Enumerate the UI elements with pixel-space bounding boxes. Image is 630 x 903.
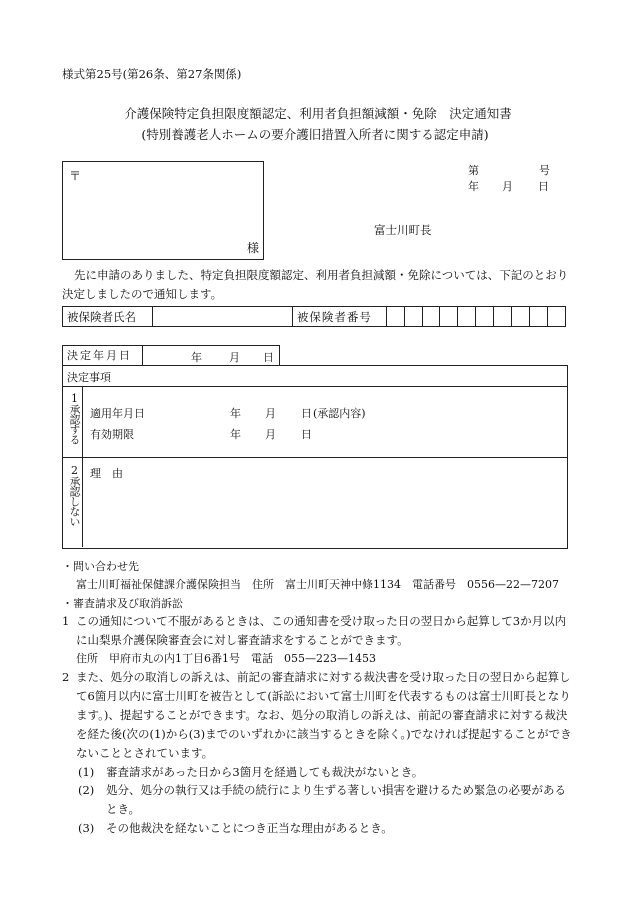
sub-item-2-number: (2)	[78, 783, 95, 797]
valid-year-label: 年	[230, 428, 241, 441]
appeal-item-2	[62, 668, 574, 763]
valid-day-label: 日	[301, 428, 312, 441]
issue-number	[468, 162, 550, 178]
contact-details	[76, 576, 559, 592]
insured-number-label: 被保険者番号	[292, 307, 386, 327]
form-number: 様式第25号(第26条、第27条関係)	[62, 67, 242, 81]
apply-year-label: 年	[230, 407, 241, 420]
appeal-heading: ・審査請求及び取消訴訟	[62, 597, 183, 610]
decision-day-label: 日	[263, 351, 274, 364]
apply-day-label: 日	[301, 407, 312, 420]
appeal-address-label: 住所	[76, 652, 98, 665]
approval-content-label: (承認内容)	[313, 407, 366, 420]
contact-address-label: 住所	[252, 578, 274, 591]
sub-item-3-text: その他裁決を経ないことにつき正当な理由があるとき。	[106, 821, 393, 835]
appeal-item-2-number: 2	[62, 670, 70, 684]
appeal-item-2-text: また、処分の取消しの訴えは、前記の審査請求に対する裁決書を受け取った日の翌日から起算して6箇月以内に富士川町を被告として(訴訟において富士川町を代表するものは富士川町長となります。)、提起することができます。なお、処分の取消しの訴えは、前記の審査請求に対する裁決を経た後(次の(1)から(3)までのいずれかに該当するときを除く。)でなければ提起することができないこととされています。	[76, 670, 572, 760]
apply-month-label: 月	[265, 407, 276, 420]
contact-office: 富士川町福祉保健課介護保険担当	[76, 578, 241, 591]
contact-address: 富士川町天神中條1134	[285, 578, 401, 591]
issue-number-suffix: 号	[539, 164, 550, 177]
decision-date-label: 決定年月日	[63, 346, 143, 365]
apply-date-label: 適用年月日	[90, 407, 145, 420]
reject-label: 2承認しない	[68, 464, 81, 526]
decision-year-label: 年	[191, 351, 202, 364]
issue-number-prefix: 第	[468, 164, 479, 177]
issuer-name: 富士川町長	[374, 223, 432, 237]
appeal-item-1	[62, 612, 574, 650]
decision-date-row	[62, 345, 280, 365]
decision-box	[62, 365, 568, 549]
postal-mark: 〒	[69, 169, 82, 183]
insured-number-digit[interactable]	[404, 307, 422, 327]
issue-month-label: 月	[502, 180, 513, 193]
appeal-sub-item-2	[78, 781, 572, 819]
decision-month-label: 月	[229, 351, 240, 364]
document-subtitle: (特別養護老人ホームの要介護旧措置入所者に関する認定申請)	[141, 127, 489, 142]
valid-month-label: 月	[265, 428, 276, 441]
sub-item-1-number: (1)	[78, 765, 95, 779]
appeal-item-1-number: 1	[62, 614, 70, 628]
appeal-address: 甲府市丸の内1丁目6番1号	[109, 652, 240, 665]
insured-number-digit[interactable]	[530, 307, 548, 327]
appeal-sub-item-3	[78, 819, 572, 838]
sub-item-2-text: 処分、処分の執行又は手続の続行により生ずる著しい損害を避けるため緊急の必要があるとき。	[106, 783, 566, 816]
insured-number-digit[interactable]	[476, 307, 494, 327]
appeal-sub-item-1	[78, 763, 572, 782]
insured-number-digit[interactable]	[386, 307, 404, 327]
intro-text: 先に申請のありました、特定負担限度額認定、利用者負担減額・免除については、下記のとおり決定しましたので通知します。	[62, 268, 569, 301]
insured-number-digit[interactable]	[422, 307, 440, 327]
approve-label: 1承認する	[68, 392, 81, 444]
contact-phone-label: 電話番号	[412, 578, 456, 591]
issue-year-label: 年	[468, 180, 479, 193]
appeal-phone: 055—223—1453	[284, 652, 376, 665]
sub-item-1-text: 審査請求があった日から3箇月を経過しても裁決がないとき。	[106, 765, 424, 779]
insured-name-label: 被保険者氏名	[63, 307, 153, 327]
insured-number-digit[interactable]	[548, 307, 566, 327]
insured-number-digit[interactable]	[458, 307, 476, 327]
reason-label: 理 由	[90, 467, 123, 480]
insured-number-digit[interactable]	[494, 307, 512, 327]
document-title: 介護保険特定負担限度額認定、利用者負担額減額・免除 決定通知書	[124, 106, 512, 121]
sub-item-3-number: (3)	[78, 821, 95, 835]
appeal-phone-label: 電話	[251, 652, 273, 665]
issue-day-label: 日	[538, 180, 549, 193]
valid-period-label: 有効期限	[90, 428, 134, 441]
issue-date	[468, 178, 549, 194]
insured-number-digit[interactable]	[512, 307, 530, 327]
honorific: 様	[246, 241, 259, 255]
appeal-item-1-address	[76, 650, 376, 666]
insured-number-digit[interactable]	[440, 307, 458, 327]
insured-name-field[interactable]	[152, 307, 292, 327]
contact-phone: 0556—22—7207	[467, 578, 559, 591]
appeal-item-1-text: この通知について不服があるときは、この通知書を受け取った日の翌日から起算して3か月以内に山梨県介護保険審査会に対し審査請求をすることができます。	[76, 614, 567, 647]
decision-matters-label: 決定事項	[67, 371, 111, 384]
recipient-address-box[interactable]	[62, 161, 264, 260]
contact-heading: ・問い合わせ先	[62, 560, 139, 573]
insured-info-table	[62, 306, 566, 327]
